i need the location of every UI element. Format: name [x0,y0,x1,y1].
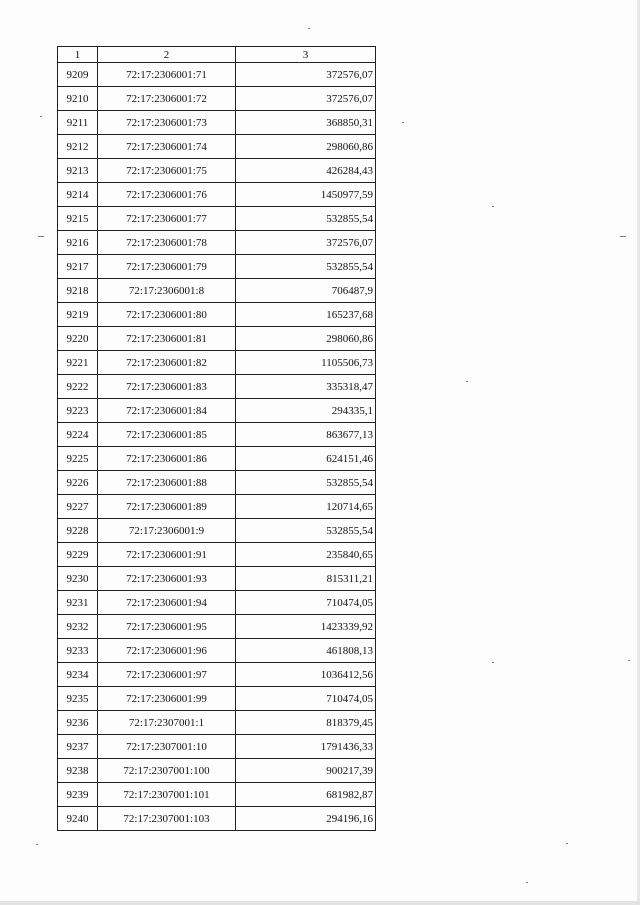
cadastral-number: 72:17:2306001:95 [98,615,236,639]
cadastral-number: 72:17:2306001:99 [98,687,236,711]
cadastral-number: 72:17:2307001:101 [98,783,236,807]
cadastral-value: 706487,9 [236,279,376,303]
column-header-cadastral-number: 2 [98,47,236,63]
table-row [58,615,376,639]
cadastral-number: 72:17:2306001:91 [98,543,236,567]
cadastral-number: 72:17:2306001:86 [98,447,236,471]
table-row [58,255,376,279]
cadastral-number: 72:17:2306001:80 [98,303,236,327]
cadastral-number: 72:17:2306001:88 [98,471,236,495]
row-number: 9210 [58,87,98,111]
cadastral-value: 372576,07 [236,231,376,255]
row-number: 9232 [58,615,98,639]
table-row [58,183,376,207]
table-row [58,303,376,327]
scan-speck [40,116,42,117]
row-number: 9226 [58,471,98,495]
cadastral-value: 532855,54 [236,255,376,279]
scan-speck [308,28,310,29]
table-row [58,711,376,735]
row-number: 9233 [58,639,98,663]
scan-speck [36,844,38,845]
row-number: 9213 [58,159,98,183]
cadastral-value: 710474,05 [236,687,376,711]
table-row [58,639,376,663]
table-row [58,807,376,831]
table-row [58,87,376,111]
cadastral-value: 120714,65 [236,495,376,519]
table-row [58,543,376,567]
cadastral-value: 900217,39 [236,759,376,783]
table-row [58,591,376,615]
cadastral-number: 72:17:2306001:83 [98,375,236,399]
cadastral-number: 72:17:2306001:89 [98,495,236,519]
cadastral-value: 815311,21 [236,567,376,591]
cadastral-number: 72:17:2306001:77 [98,207,236,231]
row-number: 9218 [58,279,98,303]
table-row [58,471,376,495]
row-number: 9217 [58,255,98,279]
cadastral-value-table [57,46,376,831]
scan-speck [492,662,494,663]
cadastral-value: 710474,05 [236,591,376,615]
row-number: 9221 [58,351,98,375]
cadastral-number: 72:17:2306001:75 [98,159,236,183]
table-row [58,135,376,159]
table-body [58,63,376,831]
table-row [58,759,376,783]
table-row [58,375,376,399]
column-header-number: 1 [58,47,98,63]
cadastral-number: 72:17:2307001:100 [98,759,236,783]
cadastral-number: 72:17:2306001:71 [98,63,236,87]
table-row [58,783,376,807]
table-row [58,735,376,759]
scan-speck [492,206,494,207]
table-row [58,327,376,351]
cadastral-number: 72:17:2306001:76 [98,183,236,207]
cadastral-value: 298060,86 [236,327,376,351]
table-row [58,687,376,711]
row-number: 9235 [58,687,98,711]
cadastral-value: 863677,13 [236,423,376,447]
row-number: 9238 [58,759,98,783]
table-row [58,351,376,375]
cadastral-value: 1791436,33 [236,735,376,759]
scan-speck [628,660,630,661]
row-number: 9215 [58,207,98,231]
cadastral-value: 294335,1 [236,399,376,423]
row-number: 9209 [58,63,98,87]
table-row [58,663,376,687]
cadastral-value: 1450977,59 [236,183,376,207]
page-bottom-shadow [0,901,640,905]
scan-speck [620,236,626,237]
cadastral-value: 335318,47 [236,375,376,399]
cadastral-number: 72:17:2306001:8 [98,279,236,303]
row-number: 9237 [58,735,98,759]
cadastral-value: 426284,43 [236,159,376,183]
cadastral-value: 1423339,92 [236,615,376,639]
table-row [58,399,376,423]
row-number: 9223 [58,399,98,423]
cadastral-number: 72:17:2307001:1 [98,711,236,735]
cadastral-value: 818379,45 [236,711,376,735]
row-number: 9231 [58,591,98,615]
cadastral-value: 294196,16 [236,807,376,831]
scan-speck [38,236,44,237]
cadastral-value: 372576,07 [236,87,376,111]
row-number: 9234 [58,663,98,687]
cadastral-number: 72:17:2307001:10 [98,735,236,759]
cadastral-number: 72:17:2306001:96 [98,639,236,663]
scan-speck [566,843,568,844]
row-number: 9236 [58,711,98,735]
cadastral-number: 72:17:2306001:97 [98,663,236,687]
table-row [58,495,376,519]
scan-speck [466,381,468,382]
row-number: 9224 [58,423,98,447]
row-number: 9227 [58,495,98,519]
row-number: 9240 [58,807,98,831]
cadastral-value: 461808,13 [236,639,376,663]
row-number: 9216 [58,231,98,255]
cadastral-number: 72:17:2306001:93 [98,567,236,591]
table-row [58,159,376,183]
cadastral-value: 368850,31 [236,111,376,135]
cadastral-value: 165237,68 [236,303,376,327]
row-number: 9229 [58,543,98,567]
table-row [58,63,376,87]
row-number: 9211 [58,111,98,135]
table-row [58,111,376,135]
row-number: 9219 [58,303,98,327]
row-number: 9220 [58,327,98,351]
cadastral-number: 72:17:2307001:103 [98,807,236,831]
cadastral-number: 72:17:2306001:82 [98,351,236,375]
cadastral-value: 532855,54 [236,519,376,543]
cadastral-number: 72:17:2306001:78 [98,231,236,255]
cadastral-value: 681982,87 [236,783,376,807]
cadastral-value: 1036412,56 [236,663,376,687]
table-row [58,279,376,303]
cadastral-value: 624151,46 [236,447,376,471]
cadastral-number: 72:17:2306001:81 [98,327,236,351]
row-number: 9214 [58,183,98,207]
row-number: 9225 [58,447,98,471]
row-number: 9222 [58,375,98,399]
table-row [58,207,376,231]
table-row [58,519,376,543]
row-number: 9212 [58,135,98,159]
cadastral-number: 72:17:2306001:73 [98,111,236,135]
table-header-row [58,47,376,63]
cadastral-number: 72:17:2306001:79 [98,255,236,279]
column-header-value: 3 [236,47,376,63]
cadastral-value: 372576,07 [236,63,376,87]
row-number: 9228 [58,519,98,543]
table-row [58,447,376,471]
cadastral-value: 1105506,73 [236,351,376,375]
cadastral-value: 532855,54 [236,207,376,231]
table-row [58,567,376,591]
row-number: 9230 [58,567,98,591]
cadastral-number: 72:17:2306001:74 [98,135,236,159]
table-row [58,423,376,447]
cadastral-value: 298060,86 [236,135,376,159]
scan-speck [402,122,404,123]
table-row [58,231,376,255]
cadastral-number: 72:17:2306001:94 [98,591,236,615]
cadastral-value: 532855,54 [236,471,376,495]
scan-speck [526,882,528,883]
cadastral-number: 72:17:2306001:72 [98,87,236,111]
cadastral-number: 72:17:2306001:9 [98,519,236,543]
row-number: 9239 [58,783,98,807]
cadastral-number: 72:17:2306001:84 [98,399,236,423]
cadastral-number: 72:17:2306001:85 [98,423,236,447]
cadastral-value: 235840,65 [236,543,376,567]
